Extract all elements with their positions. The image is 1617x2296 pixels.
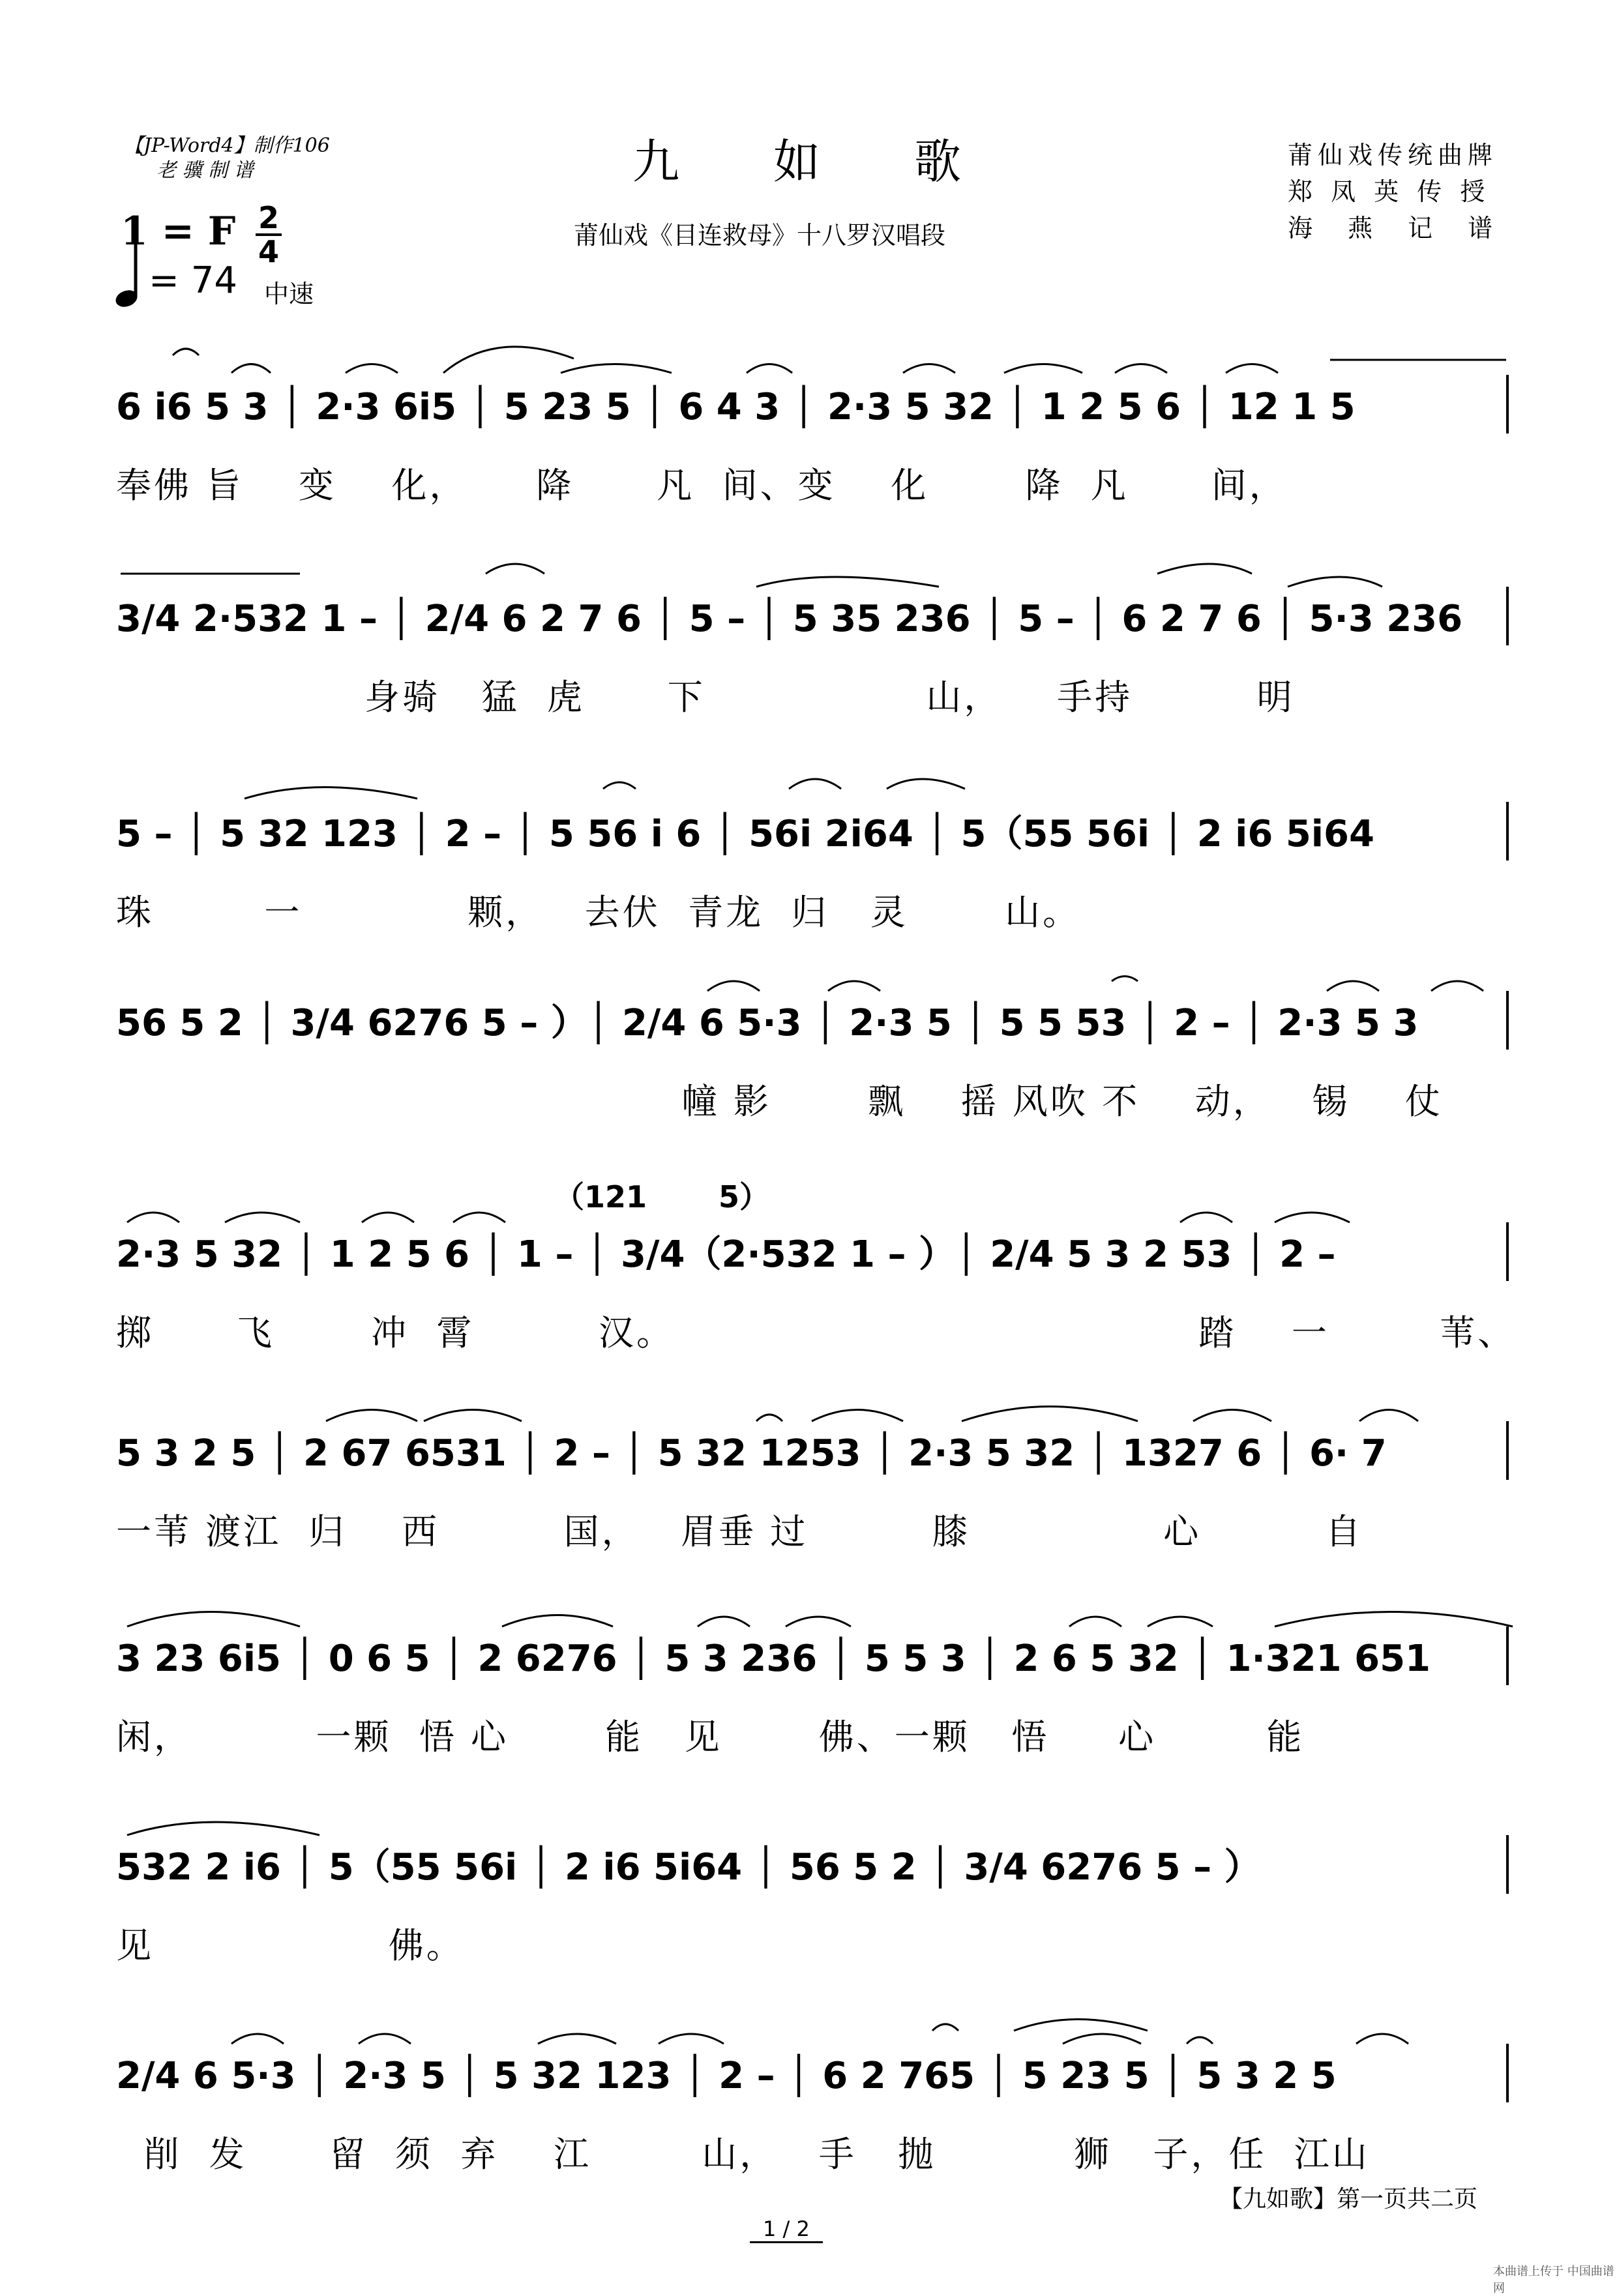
notation-line: 5 – │ 5 32 123 │ 2 – │ 5 56 i 6 │ 56i 2i64 │ 5（55 56i │ 2 i6 5i64	[116, 813, 1374, 855]
notation-line: 2/4 6 5·3 │ 2·3 5 │ 5 32 123 │ 2 – │ 6 2 765 │ 5 23 5 │ 5 3 2 5	[116, 2055, 1337, 2097]
notation-line: 56 5 2 │ 3/4 6276 5 – ）│ 2/4 6 5·3 │ 2·3 5 │ 5 5 53 │ 2 – │ 2·3 5 3	[116, 1002, 1419, 1044]
lyrics-line: 幢 影 飘 摇 风吹 不 动， 锡 仗	[116, 1081, 1443, 1122]
alt-ending-top: 121	[584, 1179, 647, 1214]
lyrics-line: 一苇 渡江 归 西 国， 眉垂 过 膝 心 自	[116, 1511, 1363, 1552]
notation-line: 532 2 i6 │ 5（55 56i │ 2 i6 5i64 │ 56 5 2 │ 3/4 6276 5 – ）	[116, 1846, 1261, 1889]
lyrics-line: 闲， 一颗 悟 心 能 见 佛、一颗 悟 心 能	[116, 1716, 1305, 1758]
lyrics-line: 见 佛。	[116, 1925, 464, 1966]
page-subtitle: 莆仙戏《目连救母》十八罗汉唱段	[574, 221, 946, 250]
lyrics-line: 掷 飞 冲 霄 汉。 踏 一 苇、	[116, 1312, 1516, 1353]
tempo-marking: = 74	[149, 259, 237, 302]
info-transcriber: 海 燕 记 谱	[1288, 214, 1498, 243]
header-time-signature	[256, 200, 282, 269]
info-genre: 莆仙戏传统曲牌	[1288, 141, 1498, 169]
lyrics-line: 削 发 留 须 弃 江 山， 手 抛 狮 子，任 江山	[116, 2134, 1370, 2175]
tempo-word: 中速	[264, 280, 314, 308]
page-title: 九 如 歌	[632, 134, 962, 189]
page-number: 1 / 2	[750, 2216, 823, 2243]
footer-tag: 【九如歌】第一页共二页	[1219, 2186, 1478, 2213]
time-sig-top: 2	[258, 200, 279, 235]
notation-line: 3/4 2·532 1 – │ 2/4 6 2 7 6 │ 5 – │ 5 35 236 │ 5 – │ 6 2 7 6 │ 5·3 236	[116, 598, 1463, 640]
lyrics-line: 身骑 猛 虎 下 山， 手持 明	[116, 677, 1295, 718]
credit-line-1: 【JP-Word4】制作106	[124, 134, 330, 157]
credit-line-2: 老 骥 制 谱	[156, 159, 254, 182]
notation-line: 5 3 2 5 │ 2 67 6531 │ 2 – │ 5 32 1253 │ 2·3 5 32 │ 1327 6 │ 6· 7	[116, 1432, 1387, 1475]
notation-line: 3 23 6i5 │ 0 6 5 │ 2 6276 │ 5 3 236 │ 5 5 3 │ 2 6 5 32 │ 1·321 651	[116, 1638, 1431, 1680]
info-teacher: 郑 凤 英 传 授	[1288, 177, 1491, 206]
time-sig-bottom: 4	[258, 234, 279, 269]
notation-line: 2·3 5 32 │ 1 2 5 6 │ 1 – │ 3/4（2·532 1 – ）│ 2/4 5 3 2 53 │ 2 –	[116, 1233, 1336, 1276]
info-block	[1288, 137, 1498, 246]
alt-ending-close: ）	[739, 1179, 770, 1214]
alt-ending-note	[554, 1173, 769, 1216]
alt-ending-top2: 5	[719, 1179, 740, 1214]
lyrics-line: 珠 一 颗， 去伏 青龙 归 灵 山。	[116, 892, 1081, 933]
lyrics-line: 奉佛 旨 变 化， 降 凡 间、变 化 降 凡 间，	[116, 465, 1287, 506]
alt-ending-open: （	[554, 1179, 584, 1214]
watermark-text: 本曲谱上传于 中国曲谱网	[1493, 2265, 1614, 2295]
key-signature: 1 = F	[121, 209, 236, 254]
notation-line: 6 i6 5 3 │ 2·3 6i5 │ 5 23 5 │ 6 4 3 │ 2·3 5 32 │ 1 2 5 6 │ 12 1 5	[116, 386, 1356, 428]
